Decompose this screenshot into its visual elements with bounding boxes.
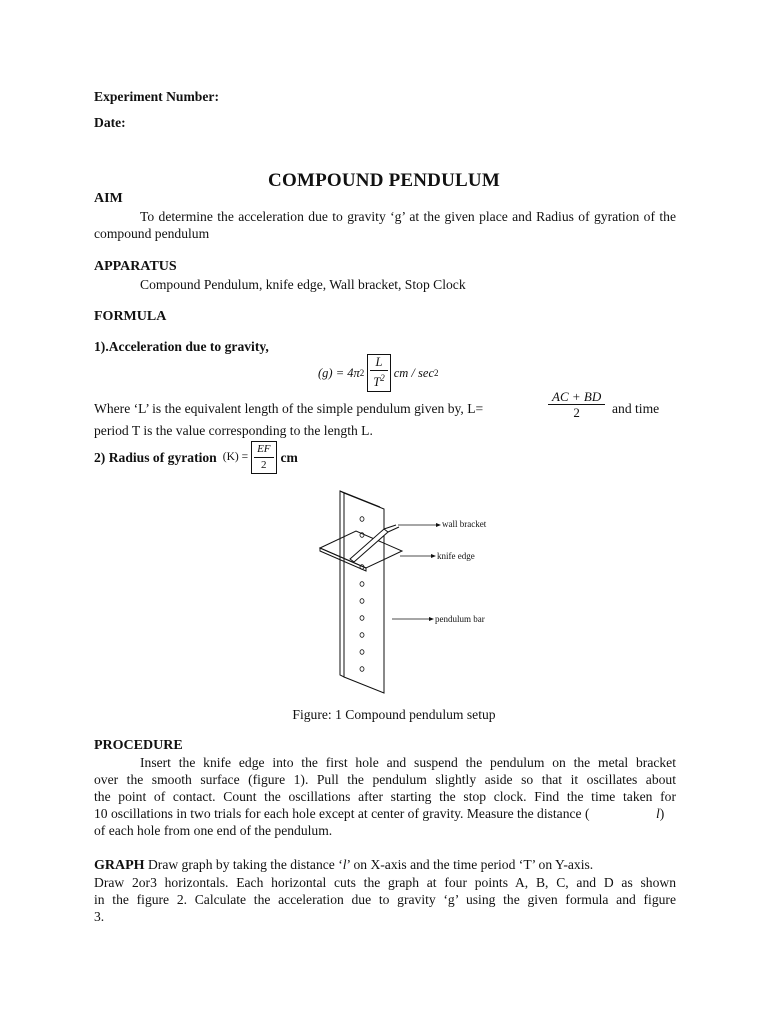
- procedure-heading: PROCEDURE: [94, 738, 183, 753]
- procedure-line-2: over the smooth surface (figure 1). Pull the pendulum slightly aside so that it oscillates about: [94, 772, 676, 787]
- page-title: COMPOUND PENDULUM: [268, 170, 500, 191]
- g-unit: cm / sec: [393, 365, 434, 380]
- graph-line-3: in the figure 2. Calculate the acceleration due to gravity ‘g’ using the given formula and figure: [94, 892, 676, 907]
- procedure-line-5: [94, 822, 676, 839]
- pendulum-figure: [300, 485, 520, 695]
- apparatus-text: Compound Pendulum, knife edge, Wall bracket, Stop Clock: [140, 277, 466, 292]
- where-text-end: and time: [612, 401, 660, 416]
- g-den-letter: T: [373, 375, 381, 390]
- k-lhs: (K) =: [222, 450, 249, 463]
- g-lhs: (g) = 4π: [318, 365, 360, 380]
- aim-text: To determine the acceleration due to gravity ‘g’ at the given place and Radius of gyration of the compound pendulum: [94, 209, 676, 241]
- graph-section: [94, 856, 676, 925]
- g-fraction: [370, 355, 387, 390]
- procedure-line-4-text: 10 oscillations in two trials for each hole except at center of gravity. Measure the distance (: [94, 806, 590, 821]
- L-denominator: 2: [573, 405, 580, 420]
- where-text-line2: period T is the value corresponding to the length L.: [94, 423, 373, 438]
- formula-heading: FORMULA: [94, 309, 167, 324]
- g-bracket: [367, 354, 390, 391]
- pendulum-bar-label: pendulum bar: [435, 614, 485, 624]
- pendulum-bar-front: [344, 493, 384, 693]
- g-unit-square: 2: [434, 367, 439, 378]
- g-denominator: [370, 371, 387, 390]
- procedure-l-symbol: l): [656, 806, 665, 821]
- procedure-line-4: [94, 805, 676, 822]
- aim-heading: AIM: [94, 191, 123, 206]
- L-numerator: AC + BD: [548, 389, 605, 405]
- k-denominator: 2: [261, 458, 267, 471]
- experiment-number-label: Experiment Number:: [94, 89, 219, 104]
- knife-edge-label: knife edge: [437, 551, 475, 561]
- k-fraction: [254, 442, 273, 473]
- radius-heading: 2) Radius of gyration: [94, 449, 217, 465]
- k-numerator: EF: [254, 442, 273, 458]
- procedure-line-1: Insert the knife edge into the first hole and suspend the pendulum on the metal bracket: [140, 755, 676, 770]
- k-unit: cm: [280, 449, 298, 465]
- where-text: Where ‘L’ is the equivalent length of the simple pendulum given by, L=: [94, 401, 484, 416]
- graph-line-4: 3.: [94, 909, 105, 924]
- wall-bracket-label: wall bracket: [442, 519, 487, 529]
- procedure-line-3: the point of contact. Count the oscillations after starting the stop clock. Find the time taken for: [94, 789, 676, 804]
- k-bracket: [251, 441, 276, 474]
- g-pi-square: 2: [359, 367, 365, 378]
- gravity-formula: [318, 355, 439, 391]
- figure-caption: Figure: 1 Compound pendulum setup: [292, 707, 496, 722]
- L-fraction: [548, 389, 605, 420]
- graph-line-1: GRAPH Draw graph by taking the distance ‘l’ on X-axis and the time period ‘T’ on Y-axis.: [94, 857, 594, 873]
- pendulum-bar-side: [340, 491, 344, 677]
- g-den-square: 2: [380, 373, 385, 384]
- graph-line-2: Draw 2or3 horizontals. Each horizontal cuts the graph at four points A, B, C, and D as shown: [94, 875, 676, 890]
- procedure-line-5-text: of each hole from one end of the pendulum.: [94, 823, 333, 838]
- apparatus-heading: APPARATUS: [94, 259, 177, 274]
- procedure-text: [94, 754, 676, 839]
- gravity-formula-heading: 1).Acceleration due to gravity,: [94, 339, 269, 354]
- g-numerator: L: [370, 355, 387, 371]
- date-label: Date:: [94, 115, 126, 130]
- graph-heading: GRAPH: [94, 858, 145, 873]
- radius-formula: [94, 438, 298, 476]
